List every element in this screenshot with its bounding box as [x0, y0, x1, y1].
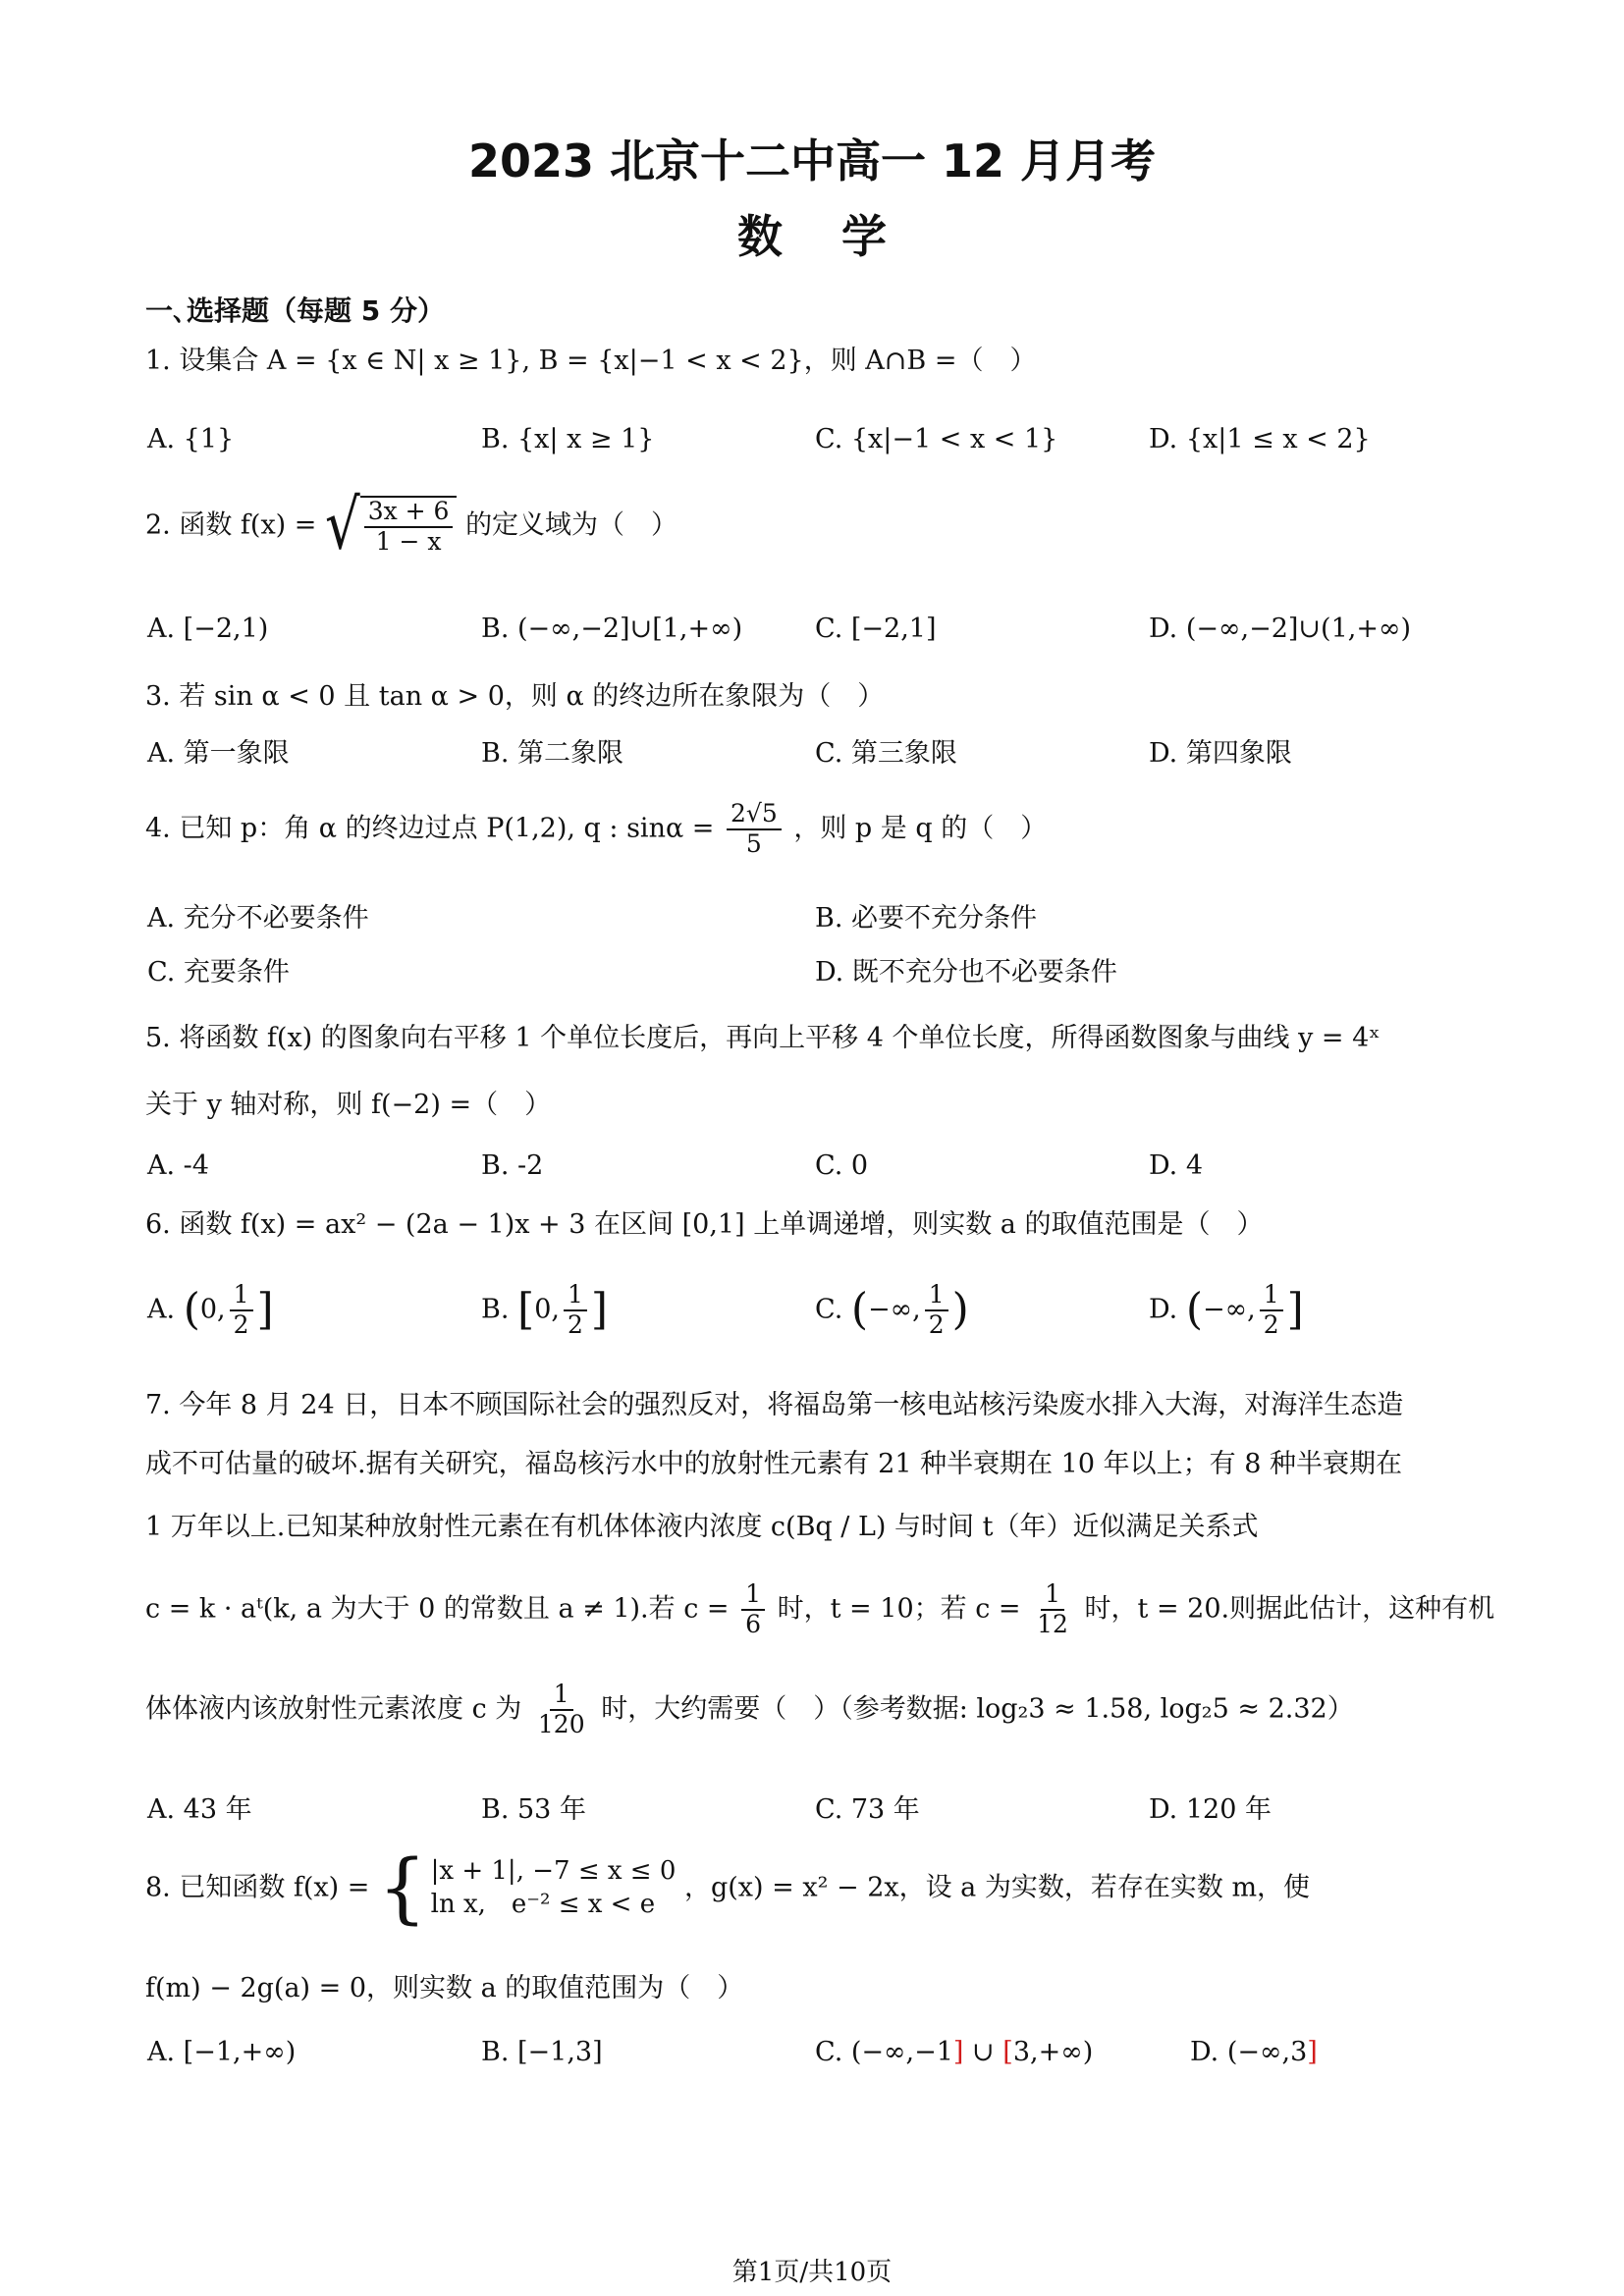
question-7-line-4: c = k · aᵗ(k, a 为大于 0 的常数且 a ≠ 1).若 c = $\frac{1}{6}$ 时，t = 10；若 c = $\frac{1}{12}$ 时，t = 20.则据此估计，这种有机	[145, 1579, 1495, 1638]
question-7-line-3: 1 万年以上.已知某种放射性元素在有机体体液内浓度 c(Bq / L) 与时间 t（年）近似满足关系式	[145, 1512, 1259, 1542]
question-7-line-5: 体体液内该放射性元素浓度 c 为 $\frac{1}{120}$ 时，大约需要（ ）（参考数据: log₂3 ≈ 1.58, log₂5 ≈ 2.32）	[145, 1680, 1354, 1738]
question-8-line-2: f(m) − 2g(a) = 0，则实数 a 的取值范围为（ ）	[145, 1973, 744, 2003]
question-1-option-a: A. {1}	[147, 424, 235, 454]
question-4-option-d: D. 既不充分也不必要条件	[815, 957, 1117, 988]
question-8-stem: 8. 已知函数 f(x) = { |x + 1|, −7 ≤ x ≤ 0 ln x, e⁻² ≤ x < e ，g(x) = x² − 2x，设 a 为实数，若存在实数 m，使	[145, 1844, 1311, 1933]
question-8-option-b: B. [−1,3]	[481, 2037, 603, 2067]
question-6-stem: 6. 函数 f(x) = ax² − (2a − 1)x + 3 在区间 [0,1] 上单调递增，则实数 a 的取值范围是（ ）	[145, 1209, 1264, 1240]
question-6-option-b: B. [0, $\frac{1}{2}$ ]	[481, 1280, 609, 1339]
question-4-prefix: 4. 已知 p：角 α 的终边过点 P(1,2), q : sinα =	[145, 813, 715, 844]
question-5-option-b: B. -2	[481, 1150, 544, 1181]
question-7-line-1: 7. 今年 8 月 24 日，日本不顾国际社会的强烈反对，将福岛第一核电站核污染废水排入大海，对海洋生态造	[145, 1390, 1404, 1420]
question-7-fraction-2: $\frac{1}{12}$	[1037, 1579, 1068, 1638]
question-5-option-c: C. 0	[815, 1150, 869, 1181]
question-6-option-d: D. (−∞, $\frac{1}{2}$ ]	[1149, 1280, 1304, 1339]
question-4-option-a: A. 充分不必要条件	[147, 903, 369, 934]
exam-subject: 数学	[737, 210, 946, 263]
exam-title: 2023 北京十二中高一 12 月月考	[467, 134, 1157, 187]
page-number: 第1页/共10页	[731, 2258, 893, 2287]
question-6-option-c: C. (−∞, $\frac{1}{2}$ )	[815, 1280, 969, 1339]
red-bracket-mark: [	[1002, 2037, 1013, 2067]
question-1-option-c: C. {x|−1 < x < 1}	[815, 424, 1058, 454]
question-8-option-d: D. (−∞,3]	[1190, 2037, 1318, 2067]
left-brace-icon: {	[378, 1844, 427, 1933]
question-1-option-b: B. {x| x ≥ 1}	[481, 424, 655, 454]
question-4-suffix: ，则 p 是 q 的（ ）	[793, 813, 1048, 844]
question-3-option-d: D. 第四象限	[1149, 738, 1292, 769]
question-4-stem	[145, 800, 1047, 859]
question-1-option-d: D. {x|1 ≤ x < 2}	[1149, 424, 1371, 454]
red-bracket-mark: ]	[952, 2037, 964, 2067]
question-8-option-a: A. [−1,+∞)	[147, 2037, 297, 2067]
question-7-option-c: C. 73 年	[815, 1794, 920, 1825]
question-6-option-a: A. (0, $\frac{1}{2}$ ]	[147, 1280, 274, 1339]
question-3-stem: 3. 若 sin α < 0 且 tan α > 0，则 α 的终边所在象限为（ ）	[145, 681, 885, 712]
question-7-option-d: D. 120 年	[1149, 1794, 1272, 1825]
question-1-stem: 1. 设集合 A = {x ∈ N| x ≥ 1}, B = {x|−1 < x < 2}，则 A∩B =（ ）	[145, 346, 1037, 376]
question-2-option-c: C. [−2,1]	[815, 614, 937, 644]
question-5-line-1: 5. 将函数 f(x) 的图象向右平移 1 个单位长度后，再向上平移 4 个单位长度，所得函数图象与曲线 y = 4ˣ	[145, 1023, 1380, 1053]
question-3-option-b: B. 第二象限	[481, 738, 624, 769]
sqrt-icon: √	[325, 485, 360, 565]
question-7-line-2: 成不可估量的破坏.据有关研究，福岛核污水中的放射性元素有 21 种半衰期在 10 年以上；有 8 种半衰期在	[145, 1449, 1402, 1479]
question-4-fraction: $\frac{2√5}{5}$	[727, 800, 782, 859]
question-4-option-b: B. 必要不充分条件	[815, 903, 1038, 934]
section-heading: 一､选择题（每题 5 分）	[145, 294, 445, 327]
question-2-option-d: D. (−∞,−2]∪(1,+∞)	[1149, 614, 1411, 644]
question-2-prefix: 2. 函数 f(x) =	[145, 509, 317, 541]
question-2-option-a: A. [−2,1)	[147, 614, 269, 644]
question-2-stem	[145, 485, 678, 565]
question-3-option-c: C. 第三象限	[815, 738, 957, 769]
question-8-piecewise: { |x + 1|, −7 ≤ x ≤ 0 ln x, e⁻² ≤ x < e	[378, 1844, 677, 1933]
question-7-option-a: A. 43 年	[147, 1794, 252, 1825]
question-5-line-2: 关于 y 轴对称，则 f(−2) =（ ）	[145, 1090, 552, 1120]
question-5-option-a: A. -4	[147, 1150, 209, 1181]
red-bracket-mark: ]	[1307, 2037, 1318, 2067]
question-7-option-b: B. 53 年	[481, 1794, 586, 1825]
question-7-fraction-1: $\frac{1}{6}$	[741, 1580, 765, 1639]
question-2-radical	[325, 485, 457, 565]
question-5-option-d: D. 4	[1149, 1150, 1204, 1181]
question-4-option-c: C. 充要条件	[147, 957, 290, 988]
question-2-option-b: B. (−∞,−2]∪[1,+∞)	[481, 614, 743, 644]
question-8-option-c: C. (−∞,−1] ∪ [3,+∞)	[815, 2037, 1094, 2067]
question-2-suffix: 的定义域为（ ）	[465, 509, 678, 541]
question-7-fraction-3: $\frac{1}{120}$	[537, 1680, 585, 1738]
question-3-option-a: A. 第一象限	[147, 738, 290, 769]
question-2-fraction: $\frac{3x + 6}{1 - x}$	[364, 498, 454, 557]
